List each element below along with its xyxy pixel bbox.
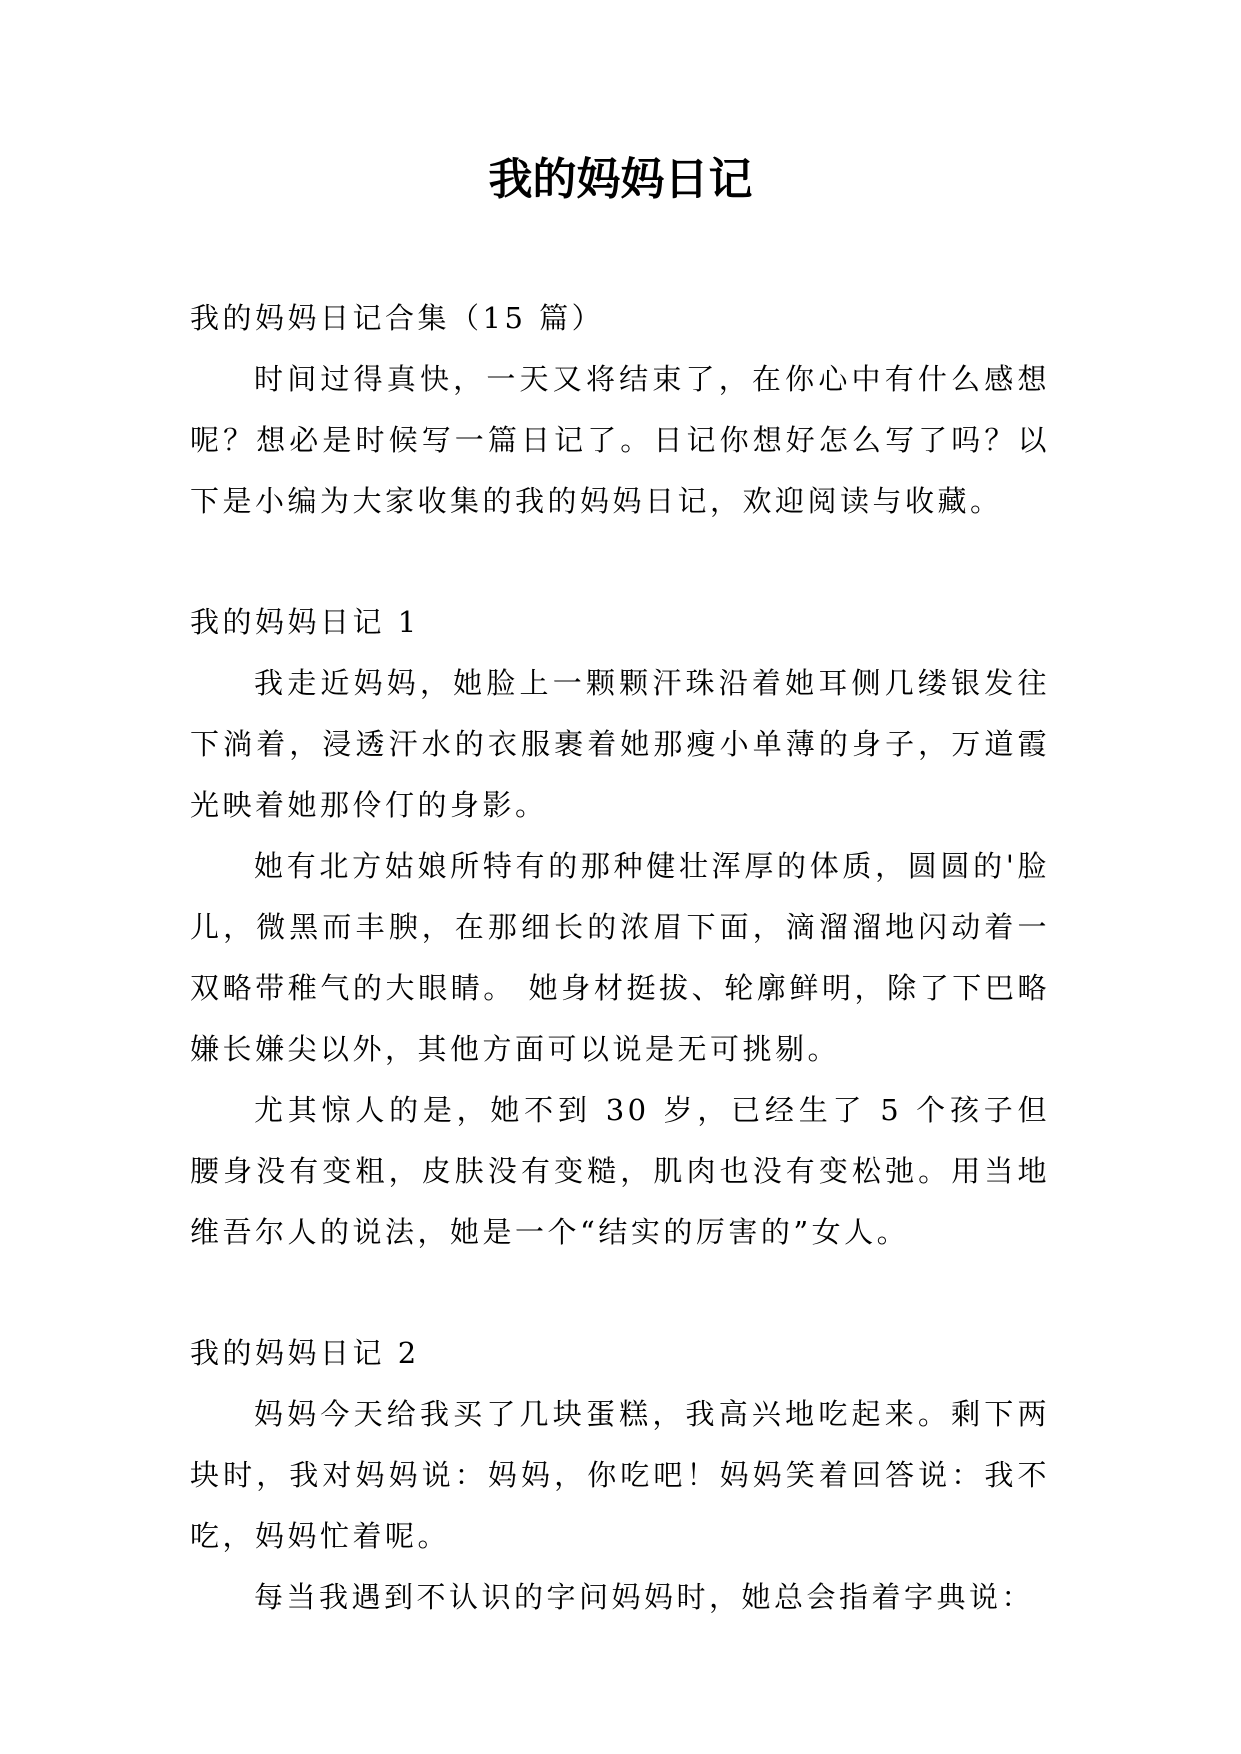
section-1-paragraph-2: 她有北方姑娘所特有的那种健壮浑厚的体质，圆圆的'脸儿，微黑而丰腴，在那细长的浓眉下面，滴溜溜地闪动着一双略带稚气的大眼睛。 她身材挺拔、轮廓鲜明，除了下巴略嫌长嫌尖以外，其他方面可以说是无可挑剔。	[190, 849, 1050, 1066]
section-2-paragraph-1: 妈妈今天给我买了几块蛋糕，我高兴地吃起来。剩下两块时，我对妈妈说：妈妈，你吃吧！妈妈笑着回答说：我不吃，妈妈忙着呢。	[190, 1397, 1050, 1553]
section-1-paragraph-1: 我走近妈妈，她脸上一颗颗汗珠沿着她耳侧几缕银发往下淌着，浸透汗水的衣服裹着她那瘦小单薄的身子，万道霞光映着她那伶仃的身影。	[190, 666, 1050, 822]
document-title: 我的妈妈日记	[488, 154, 753, 205]
section-1-paragraph-3: 尤其惊人的是，她不到 30 岁，已经生了 5 个孩子但腰身没有变粗，皮肤没有变糙，肌肉也没有变松弛。用当地维吾尔人的说法，她是一个“结实的厉害的”女人。	[190, 1093, 1050, 1249]
section-heading-2: 我的妈妈日记 2	[190, 1336, 420, 1370]
section-heading-1: 我的妈妈日记 1	[190, 605, 420, 639]
section-2-paragraph-2: 每当我遇到不认识的字问妈妈时，她总会指着字典说：	[254, 1580, 1035, 1614]
section-spacer	[190, 532, 1050, 592]
document-body	[190, 288, 1050, 1628]
intro-paragraph: 时间过得真快，一天又将结束了，在你心中有什么感想呢？想必是时候写一篇日记了。日记你想好怎么写了吗？以下是小编为大家收集的我的妈妈日记，欢迎阅读与收藏。	[190, 362, 1050, 518]
section-spacer	[190, 1263, 1050, 1323]
collection-subtitle: 我的妈妈日记合集（15 篇）	[190, 301, 605, 335]
